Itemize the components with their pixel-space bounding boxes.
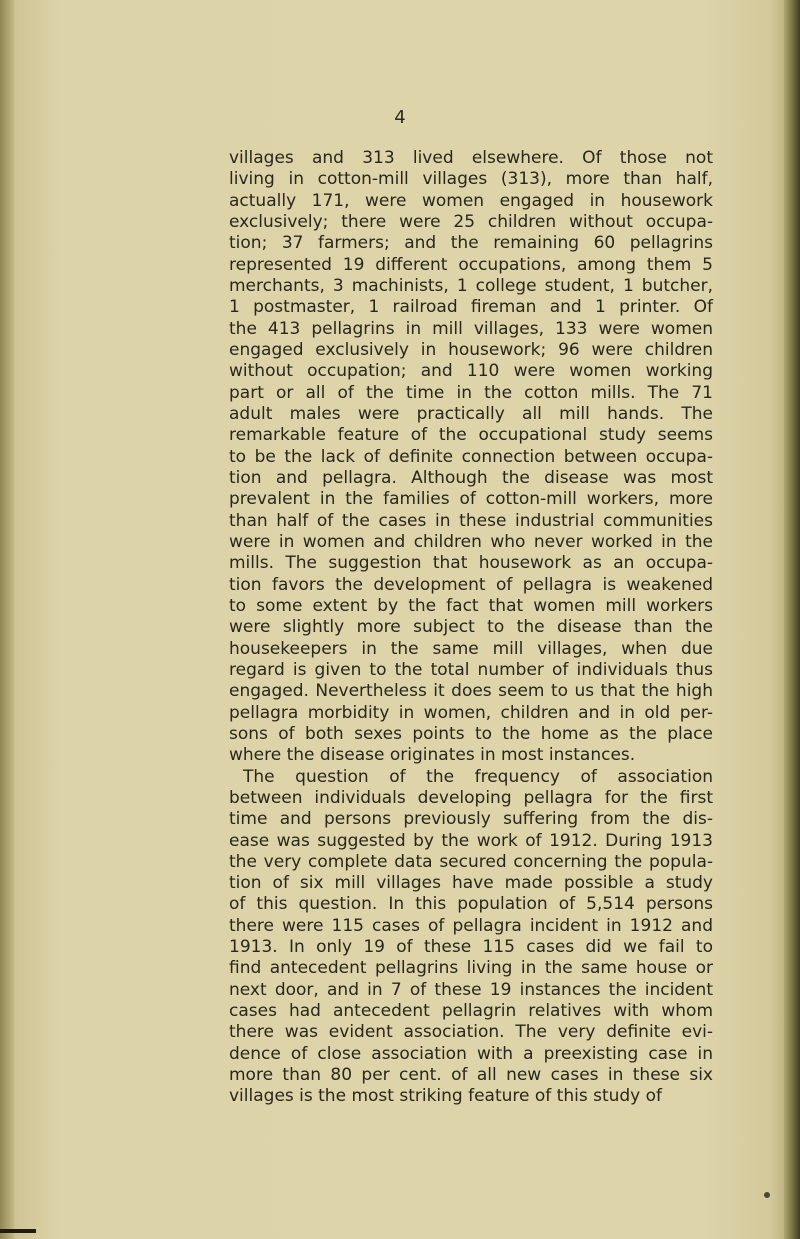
- text-line: tion of six mill villages have made possible a study: [229, 873, 713, 894]
- text-line: were slightly more subject to the disease than the: [229, 617, 713, 638]
- text-line: engaged. Nevertheless it does seem to us that the high: [229, 681, 713, 702]
- text-line: 1 postmaster, 1 railroad fireman and 1 printer. Of: [229, 297, 713, 318]
- text-line: where the disease originates in most instances.: [229, 745, 636, 766]
- text-line: the 413 pellagrins in mill villages, 133 were women: [229, 318, 713, 339]
- text-line: merchants, 3 machinists, 1 college student, 1 butcher,: [229, 275, 713, 296]
- text-line: ease was suggested by the work of 1912. During 1913: [229, 830, 713, 851]
- text-line: next door, and in 7 of these 19 instances the incident: [229, 979, 713, 1000]
- ink-dot: [764, 1192, 770, 1198]
- text-line: find antecedent pellagrins living in the same house or: [229, 958, 713, 979]
- text-line: between individuals developing pellagra for the first: [229, 787, 713, 808]
- text-line: adult males were practically all mill hands. The: [229, 403, 713, 424]
- text-line: tion favors the development of pellagra is weakened: [229, 574, 713, 595]
- text-line: actually 171, were women engaged in housework: [229, 190, 713, 211]
- page-left-edge: [0, 0, 14, 1239]
- text-line: engaged exclusively in housework; 96 were children: [229, 339, 713, 360]
- text-line: there were 115 cases of pellagra incident in 1912 and: [229, 915, 713, 936]
- text-line: The question of the frequency of association: [243, 766, 713, 787]
- text-line: more than 80 per cent. of all new cases in these six: [229, 1065, 713, 1086]
- text-line: of this question. In this population of 5,514 persons: [229, 894, 713, 915]
- page-right-edge: [784, 0, 800, 1239]
- text-line: villages and 313 lived elsewhere. Of those not: [229, 148, 713, 168]
- text-line: the very complete data secured concerning the popula-: [229, 851, 713, 872]
- text-line: mills. The suggestion that housework as an occupa-: [229, 553, 713, 574]
- text-line: than half of the cases in these industrial communities: [229, 510, 713, 531]
- text-line: tion and pellagra. Although the disease was most: [229, 467, 713, 488]
- text-line: without occupation; and 110 were women working: [229, 361, 713, 382]
- text-line: 1913. In only 19 of these 115 cases did we fail to: [229, 937, 713, 958]
- text-line: cases had antecedent pellagrin relatives with whom: [229, 1001, 713, 1022]
- text-line: time and persons previously suffering from the dis-: [229, 809, 713, 830]
- text-line: were in women and children who never worked in the: [229, 531, 713, 552]
- text-line: represented 19 different occupations, among them 5: [229, 254, 713, 275]
- text-line: to some extent by the fact that women mill workers: [229, 595, 713, 616]
- text-line: villages is the most striking feature of this study of: [229, 1086, 663, 1107]
- text-line: living in cotton-mill villages (313), more than half,: [229, 169, 713, 190]
- text-line: remarkable feature of the occupational study seems: [229, 425, 713, 446]
- text-line: housekeepers in the same mill villages, when due: [229, 638, 713, 659]
- page-number: 4: [394, 107, 406, 128]
- text-line: pellagra morbidity in women, children and in old per-: [229, 702, 713, 723]
- text-line: sons of both sexes points to the home as the place: [229, 723, 713, 744]
- text-line: dence of close association with a preexisting case in: [229, 1043, 713, 1064]
- text-line: there was evident association. The very definite evi-: [229, 1022, 713, 1043]
- body-text: [229, 148, 713, 1108]
- corner-mark: [0, 1229, 36, 1233]
- text-line: tion; 37 farmers; and the remaining 60 pellagrins: [229, 233, 713, 254]
- text-line: regard is given to the total number of individuals thus: [229, 659, 713, 680]
- text-line: prevalent in the families of cotton-mill workers, more: [229, 489, 713, 510]
- text-line: to be the lack of definite connection between occupa-: [229, 446, 713, 467]
- text-line: exclusively; there were 25 children without occupa-: [229, 211, 713, 232]
- text-line: part or all of the time in the cotton mills. The 71: [229, 382, 713, 403]
